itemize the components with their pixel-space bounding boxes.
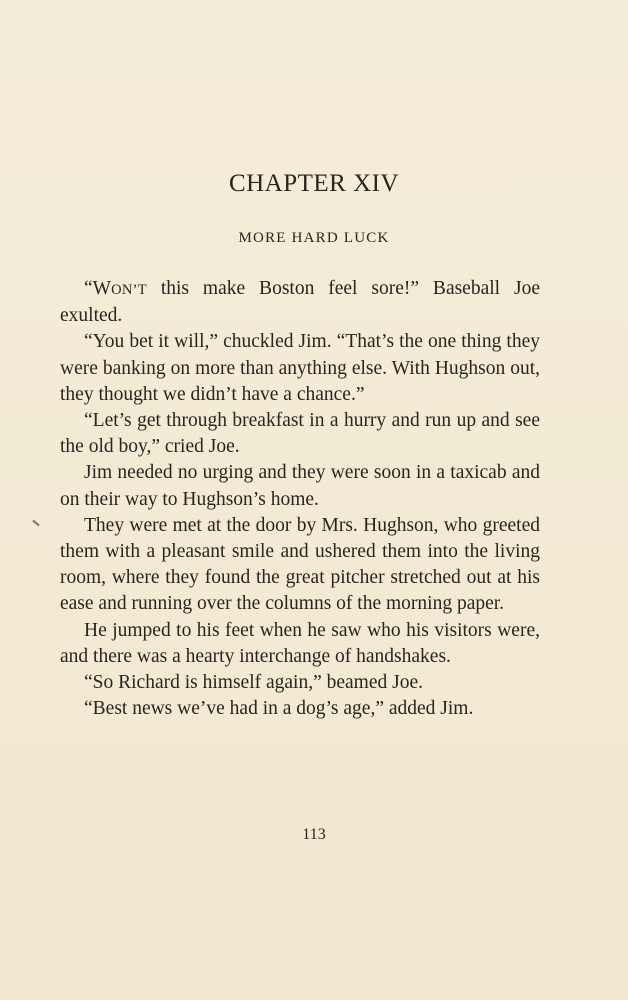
paragraph-1 — [60, 276, 540, 329]
margin-mark — [32, 520, 39, 527]
small-caps-rest: ON’T — [111, 282, 147, 298]
paragraph-5: They were met at the door by Mrs. Hughson, who greeted them with a pleasant smile and ushered them into the living room, where they found the great pitcher stretched out at his ease and running over the columns of the morning paper. — [60, 514, 540, 615]
chapter-subtitle: MORE HARD LUCK — [238, 230, 390, 246]
chapter-title: CHAPTER XIV — [228, 170, 400, 197]
paragraph-6: He jumped to his feet when he saw who his visitors were, and there was a hearty interchange of handshakes. — [60, 619, 540, 667]
paragraph-1-text: this make Boston feel sore!” Baseball Joe exulted. — [60, 278, 540, 327]
paragraph-7: “So Richard is himself again,” beamed Joe. — [84, 672, 423, 694]
paragraph-4: Jim needed no urging and they were soon in a taxicab and on their way to Hughson’s home. — [60, 462, 540, 510]
page-number: 113 — [302, 826, 326, 843]
small-caps-initial: W — [92, 278, 112, 299]
paragraph-2: “You bet it will,” chuckled Jim. “That’s the one thing they were banking on more than anything else. With Hughson out, they thought we didn’t have a chance.” — [60, 331, 540, 405]
paragraph-8: “Best news we’ve had in a dog’s age,” added Jim. — [84, 698, 474, 720]
paragraph-3: “Let’s get through breakfast in a hurry and run up and see the old boy,” cried Joe. — [60, 410, 540, 458]
opening-quote: “ — [84, 278, 93, 299]
chapter-body — [60, 276, 540, 722]
